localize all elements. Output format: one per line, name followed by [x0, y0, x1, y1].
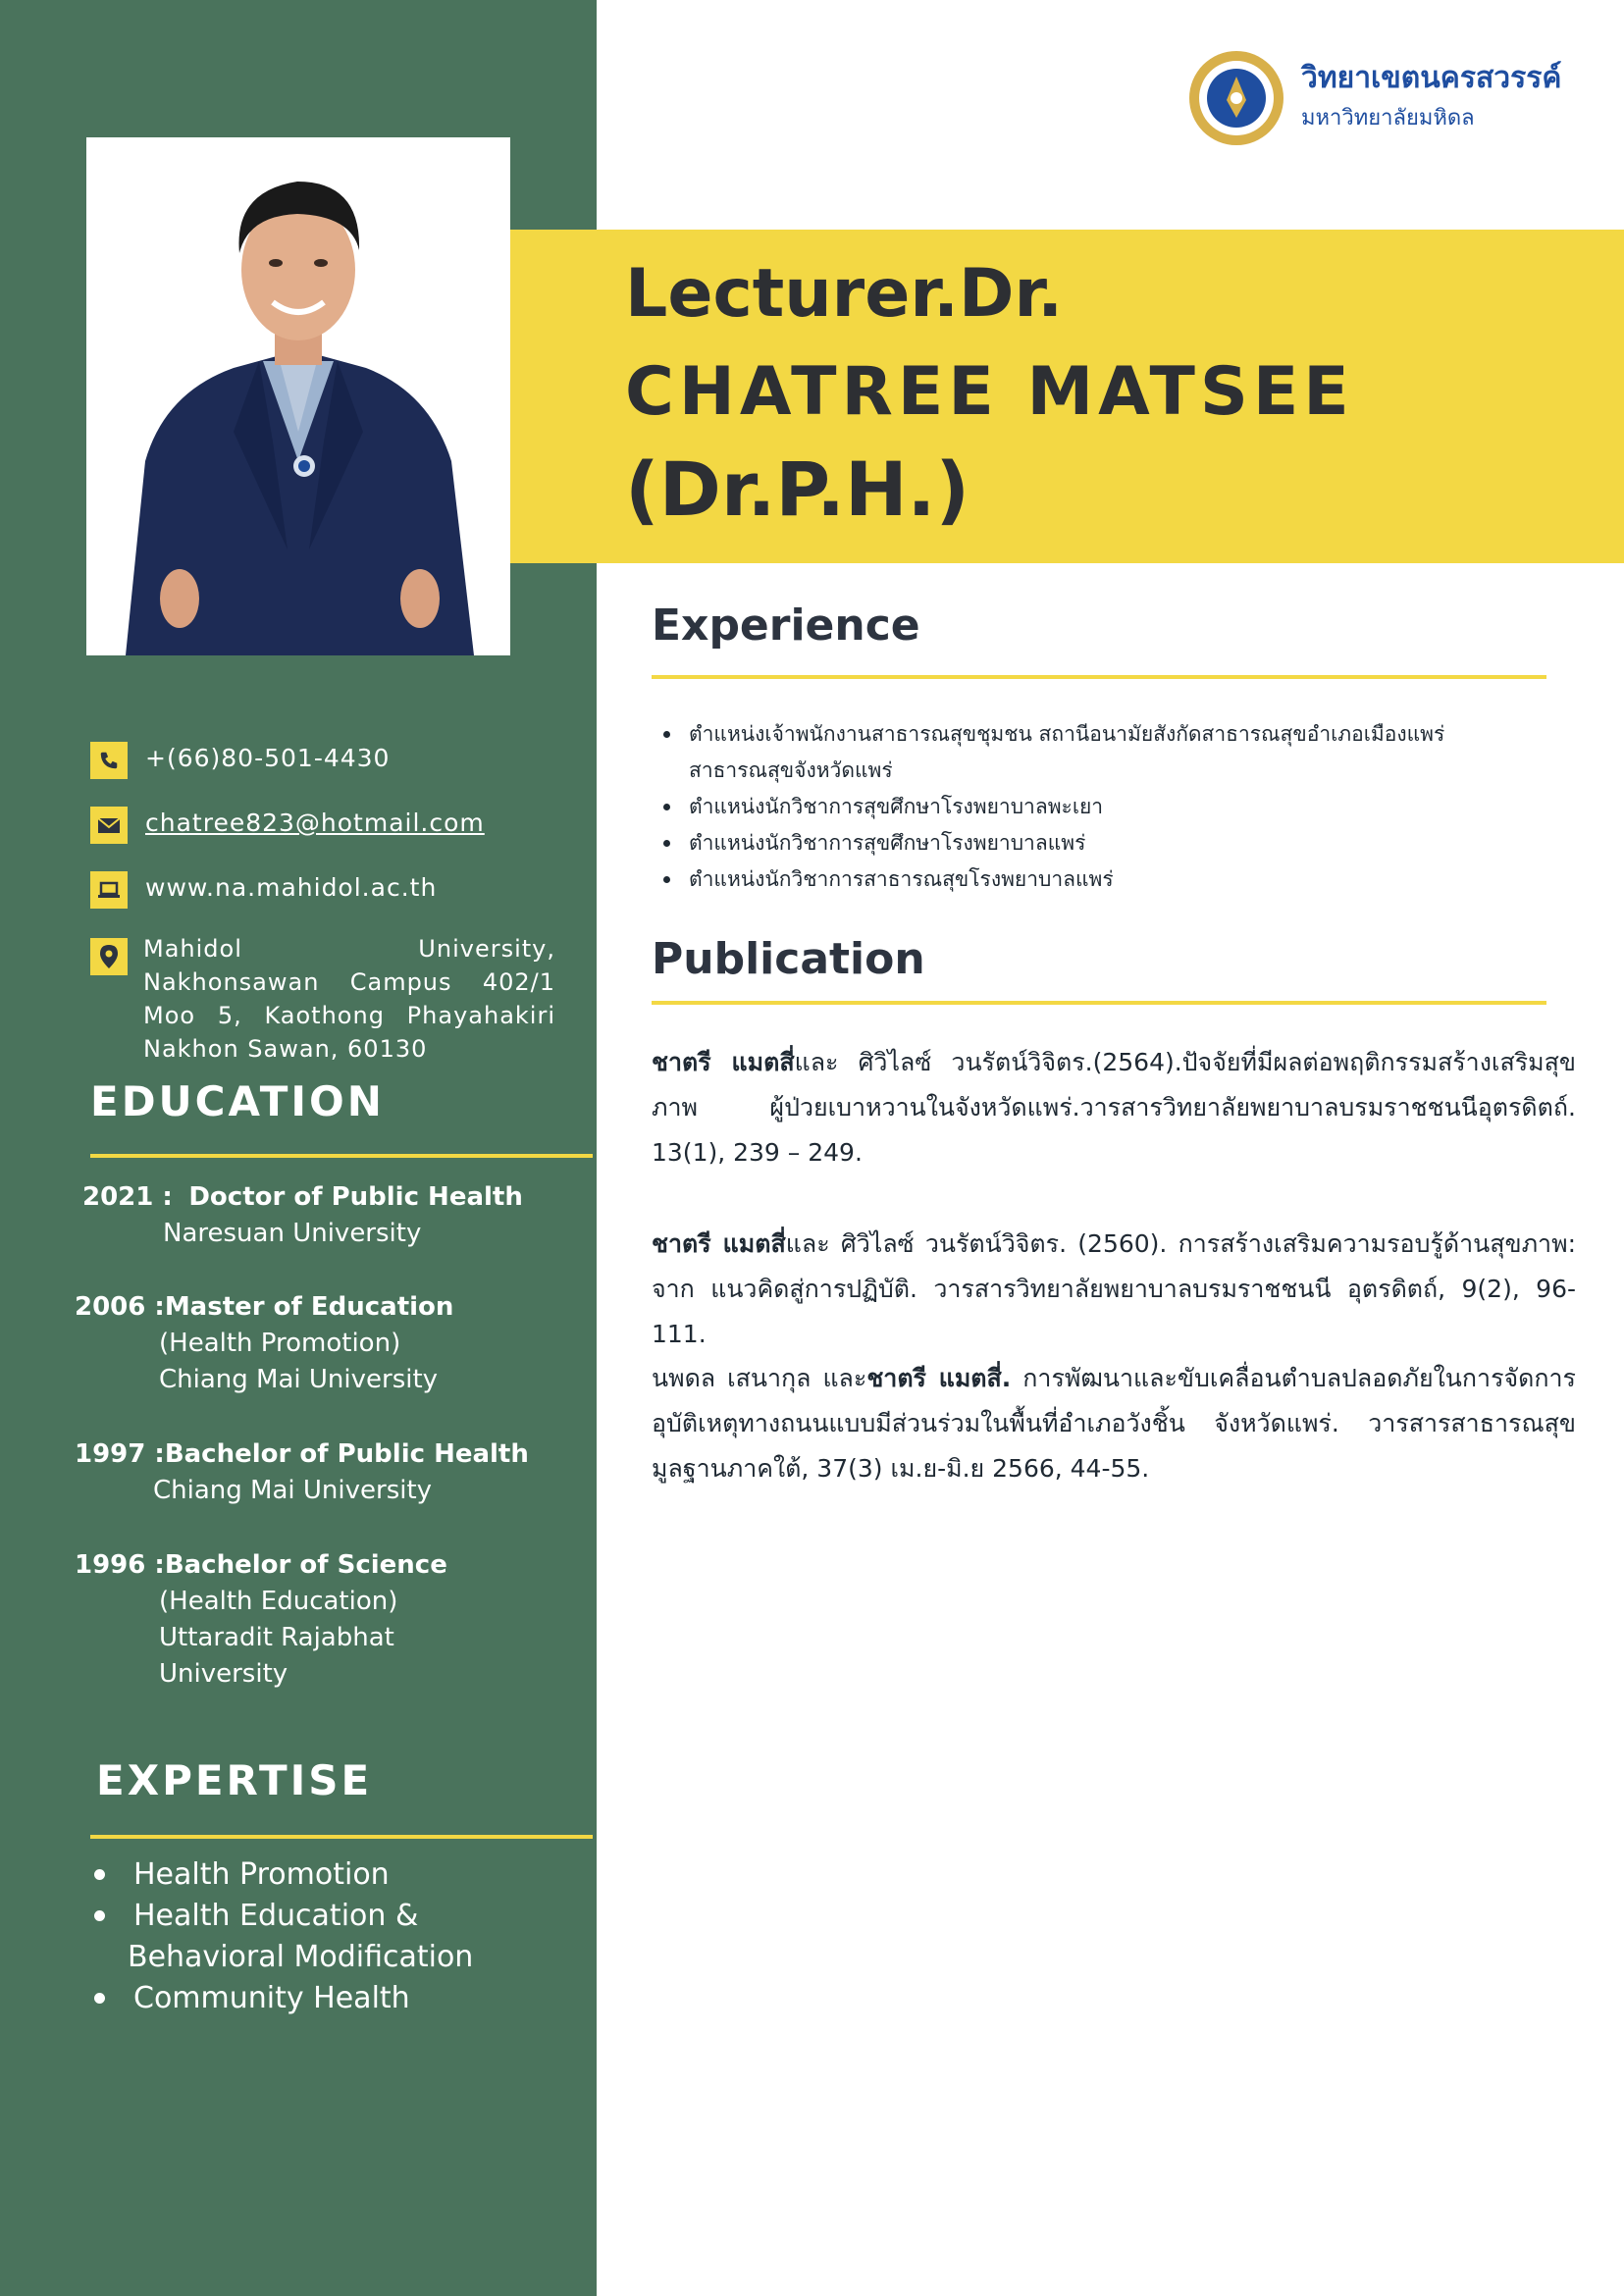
publication-item-1 [652, 1040, 1576, 1175]
name-banner [510, 230, 1624, 563]
experience-item: ตำแหน่งนักวิชาการสุขศึกษาโรงพยาบาลแพร่ [663, 825, 1546, 861]
edu-detail: (Health Education) [159, 1587, 398, 1616]
expertise-title: EXPERTISE [96, 1756, 373, 1804]
expertise-item: Health Education & [90, 1896, 473, 1937]
profile-photo [86, 137, 510, 655]
name-full: CHATREE MATSEE [625, 353, 1354, 431]
expertise-divider [90, 1835, 593, 1839]
publication-author: ชาตรี แมตสี่. [866, 1364, 1012, 1392]
education-item-1996 [75, 1547, 447, 1693]
laptop-icon [90, 871, 128, 909]
education-item-2021 [82, 1179, 523, 1252]
email-link[interactable]: chatree823@hotmail.com [145, 809, 485, 837]
publication-author: ชาตรี แมตสี่ [652, 1229, 786, 1258]
website-link[interactable]: www.na.mahidol.ac.th [145, 873, 438, 902]
edu-detail: (Health Promotion) [159, 1329, 401, 1358]
experience-item: ตำแหน่งนักวิชาการสาธารณสุขโรงพยาบาลแพร่ [663, 861, 1546, 898]
contact-email[interactable] [90, 807, 485, 844]
edu-degree: Doctor of Public Health [188, 1182, 523, 1212]
contact-website[interactable] [90, 871, 437, 909]
publication-text: การพัฒนาและขับเคลื่อนตำบลปลอดภัยในการจัดการอุบัติเหตุทางถนนแบบมีส่วนร่วมในพื้นที่อำเภอวังชิ้น จังหวัดแพร่. วารสารสาธารณสุขมูลฐานภาคใต้, 37(3) เม.ย-มิ.ย 2566, 44-55. [652, 1364, 1576, 1483]
university-seal-icon [1187, 49, 1285, 147]
experience-item-continued: สาธารณสุขจังหวัดแพร่ [689, 758, 893, 782]
edu-degree: Master of Education [164, 1292, 454, 1322]
address-text: Mahidol University, Nakhonsawan Campus 402/1 Moo 5, Kaothong Phayahakiri Nakhon Sawan, 60130 [143, 935, 555, 1063]
university-logo [1187, 49, 1580, 147]
edu-year: 2006 : [75, 1292, 165, 1322]
edu-degree: Bachelor of Public Health [164, 1439, 529, 1469]
publication-divider [652, 1001, 1546, 1005]
publication-text: และ ศิวิไลซ์ วนรัตน์วิจิตร.(2564).ปัจจัยที่มีผลต่อพฤติกรรมสร้างเสริมสุขภาพ ผู้ป่วยเบาหวานในจังหวัดแพร่.วารสารวิทยาลัยพยาบาลบรมราชชนนีอุตรดิตถ์. 13(1), 239 – 249. [652, 1048, 1576, 1167]
experience-title: Experience [652, 600, 920, 651]
person-photo-illustration [86, 137, 510, 655]
logo-line2: มหาวิทยาลัยมหิดล [1301, 106, 1475, 130]
publication-title: Publication [652, 934, 925, 984]
contact-address-icon-wrap [90, 938, 128, 975]
edu-detail: Chiang Mai University [153, 1476, 433, 1505]
publication-coauthor: นพดล เสนากุล และ [652, 1364, 867, 1392]
logo-line1: วิทยาเขตนครสวรรค์ [1301, 61, 1562, 95]
phone-icon [90, 742, 128, 779]
edu-year: 1996 : [75, 1550, 165, 1580]
edu-detail: Naresuan University [163, 1219, 422, 1248]
edu-detail: Uttaradit Rajabhat [159, 1623, 394, 1652]
publication-text: และ ศิวิไลซ์ วนรัตน์วิจิตร. (2560). การสร้างเสริมความรอบรู้ด้านสุขภาพ: จาก แนวคิดสู่การปฏิบัติ. วารสารวิทยาลัยพยาบาลบรมราชชนนี อุตรดิตถ์, 9(2), 96-111. [652, 1229, 1576, 1348]
edu-degree: Bachelor of Science [164, 1550, 447, 1580]
publication-item-3 [652, 1356, 1576, 1491]
envelope-icon [90, 807, 128, 844]
experience-list [663, 716, 1546, 898]
education-title: EDUCATION [90, 1077, 385, 1125]
name-degree: (Dr.P.H.) [625, 445, 970, 533]
edu-detail: Chiang Mai University [159, 1365, 439, 1394]
expertise-item: Community Health [90, 1978, 473, 2019]
expertise-item: Health Promotion [90, 1854, 473, 1896]
name-title: Lecturer.Dr. [625, 255, 1064, 333]
education-divider [90, 1154, 593, 1158]
education-item-2006 [75, 1289, 453, 1398]
publication-author: ชาตรี แมตสี่ [652, 1048, 795, 1076]
education-item-1997 [75, 1436, 529, 1509]
location-pin-icon [90, 938, 128, 975]
publication-item-2 [652, 1222, 1576, 1357]
contact-phone [90, 742, 390, 779]
experience-divider [652, 675, 1546, 679]
phone-number: +(66)80-501-4430 [145, 744, 391, 772]
expertise-item-continued: Behavioral Modification [128, 1940, 474, 1974]
edu-year: 1997 : [75, 1439, 165, 1469]
edu-year: 2021 : [82, 1182, 173, 1212]
experience-item: ตำแหน่งเจ้าพนักงานสาธารณสุขชุมชน สถานีอนามัยสังกัดสาธารณสุขอำเภอเมืองแพร่ [663, 716, 1546, 753]
edu-detail: University [159, 1659, 288, 1689]
expertise-list [90, 1854, 473, 2019]
experience-item: ตำแหน่งนักวิชาการสุขศึกษาโรงพยาบาลพะเยา [663, 789, 1546, 825]
